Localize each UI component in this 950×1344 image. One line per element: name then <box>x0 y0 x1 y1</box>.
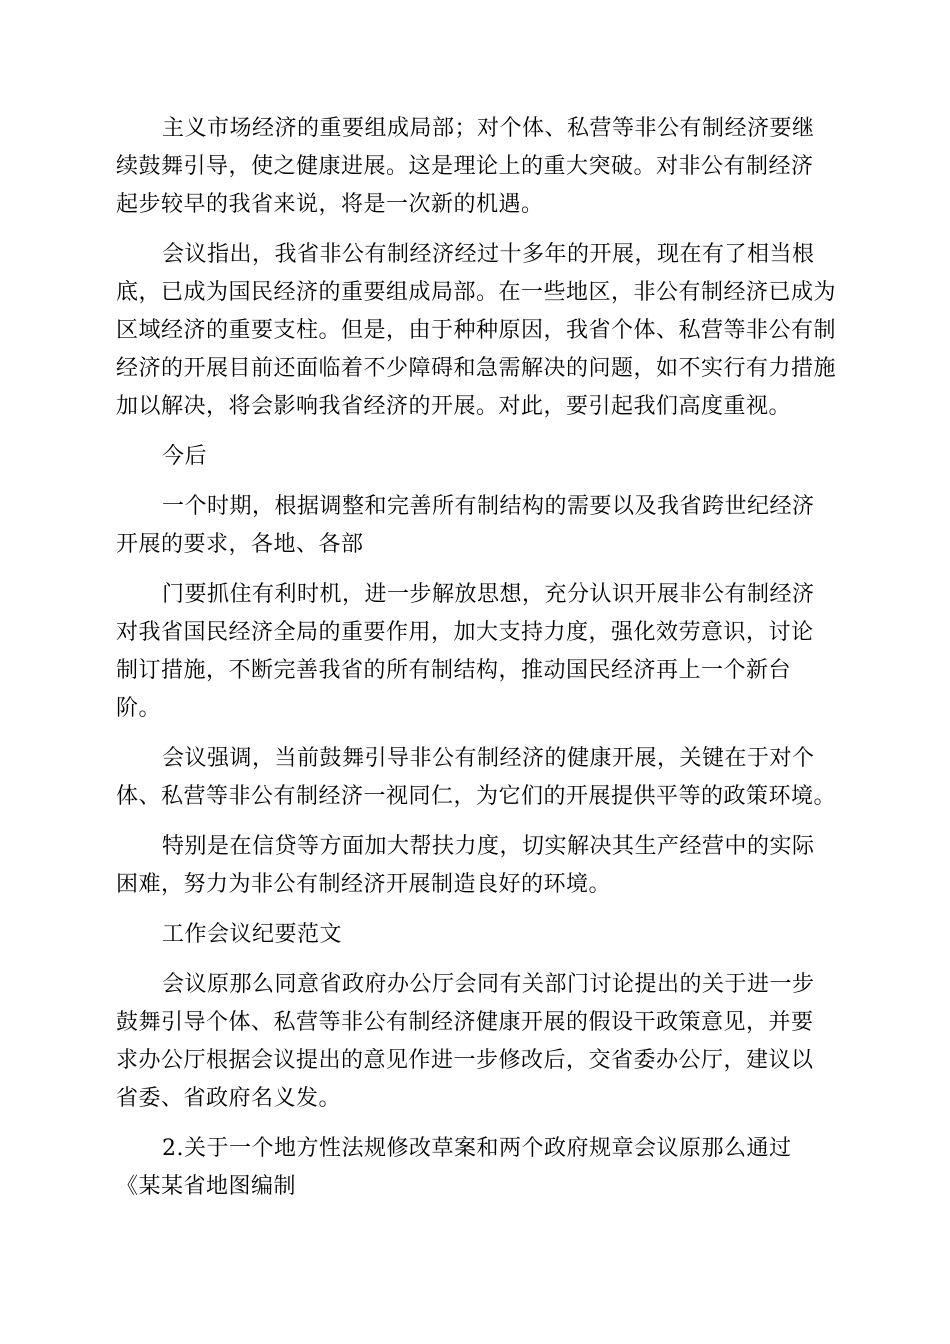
text-line: 省政府名义发。 <box>183 1086 342 1111</box>
paragraph-spacer <box>116 426 836 438</box>
text-line: 某省地图编制 <box>161 1174 297 1199</box>
text-line: 加以解决，将会影响我省经济的开展。对此，要引起我们高度重视。 <box>116 394 792 419</box>
text-line: 措施，不断完善我省的所有制结构，推动国民经济再上一个新台阶。 <box>116 658 792 721</box>
text-line: 会议原那么同意省政府办公厅会同有关部门讨论提出的关于进一步鼓 <box>116 972 815 1035</box>
text-line: 较早的我省来说，将是一次新的机遇。 <box>161 192 544 217</box>
text-line: 底，已成为国民经济的重要组成局部。在一些地区，非公有制经济已成为 <box>116 280 837 305</box>
paragraph-spacer <box>116 564 836 576</box>
body-paragraph <box>116 576 836 728</box>
paragraph-spacer <box>116 904 836 916</box>
text-line: 主义市场经济的重要组成局部；对个体、私营等非公有制经济要继续 <box>116 116 815 179</box>
paragraph-spacer <box>116 954 836 966</box>
text-line: 区域经济的重要支柱。但是，由于种种原因，我省个体、私营等非公有制 <box>116 318 837 343</box>
body-paragraph <box>116 236 836 426</box>
text-line: 舞引导个体、私营等非公有制经济健康开展的假设干政策意见，并要求办 <box>116 1010 814 1073</box>
body-paragraph <box>116 740 836 816</box>
body-paragraph <box>116 966 836 1118</box>
text-line: 难，努力为非公有制经济开展制造良好的环境。 <box>138 872 612 897</box>
body-paragraph <box>116 110 836 224</box>
paragraph-spacer <box>116 816 836 828</box>
text-line: 鼓舞引导，使之健康进展。这是理论上的重大突破。对非公有制经济起步 <box>116 154 814 217</box>
text-line: 工作会议纪要范文 <box>162 922 343 947</box>
paragraph-spacer <box>116 1118 836 1130</box>
document-page <box>116 110 836 1206</box>
body-paragraph <box>116 1130 836 1206</box>
text-line: 特别是在信贷等方面加大帮扶力度，切实解决其生产经营中的实际困 <box>116 834 815 897</box>
text-line: 体、私营等非公有制经济一视同仁，为它们的开展提供平等的政策环境。 <box>116 784 837 809</box>
body-paragraph <box>116 438 836 476</box>
text-line: 会议强调，当前鼓舞引导非公有制经济的健康开展，关键在于对个 <box>162 746 815 771</box>
text-line: 展的要求，各地、各部 <box>138 532 364 557</box>
body-paragraph <box>116 828 836 904</box>
paragraph-spacer <box>116 728 836 740</box>
text-line: 一个时期，根据调整和完善所有制结构的需要以及我省跨世纪经济开 <box>116 494 815 557</box>
body-paragraph <box>116 916 836 954</box>
text-line: 经济的开展目前还面临着不少障碍和急需解决的问题，如不实行有力措施 <box>116 356 837 381</box>
paragraph-spacer <box>116 476 836 488</box>
paragraph-spacer <box>116 224 836 236</box>
text-line: 会议指出，我省非公有制经济经过十多年的开展，现在有了相当根 <box>162 242 815 267</box>
text-line: 我省国民经济全局的重要作用，加大支持力度，强化效劳意识，讨论制订 <box>116 620 814 683</box>
text-line: 门要抓住有利时机，进一步解放思想，充分认识开展非公有制经济对 <box>116 582 815 645</box>
text-line: 今后 <box>162 444 208 469</box>
text-line: 公厅根据会议提出的意见作进一步修改后，交省委办公厅，建议以省委、 <box>116 1048 814 1111</box>
text-line: 2.关于一个地方性法规修改草案和两个政府规章会议原那么通过《某 <box>116 1136 792 1199</box>
body-paragraph <box>116 488 836 564</box>
